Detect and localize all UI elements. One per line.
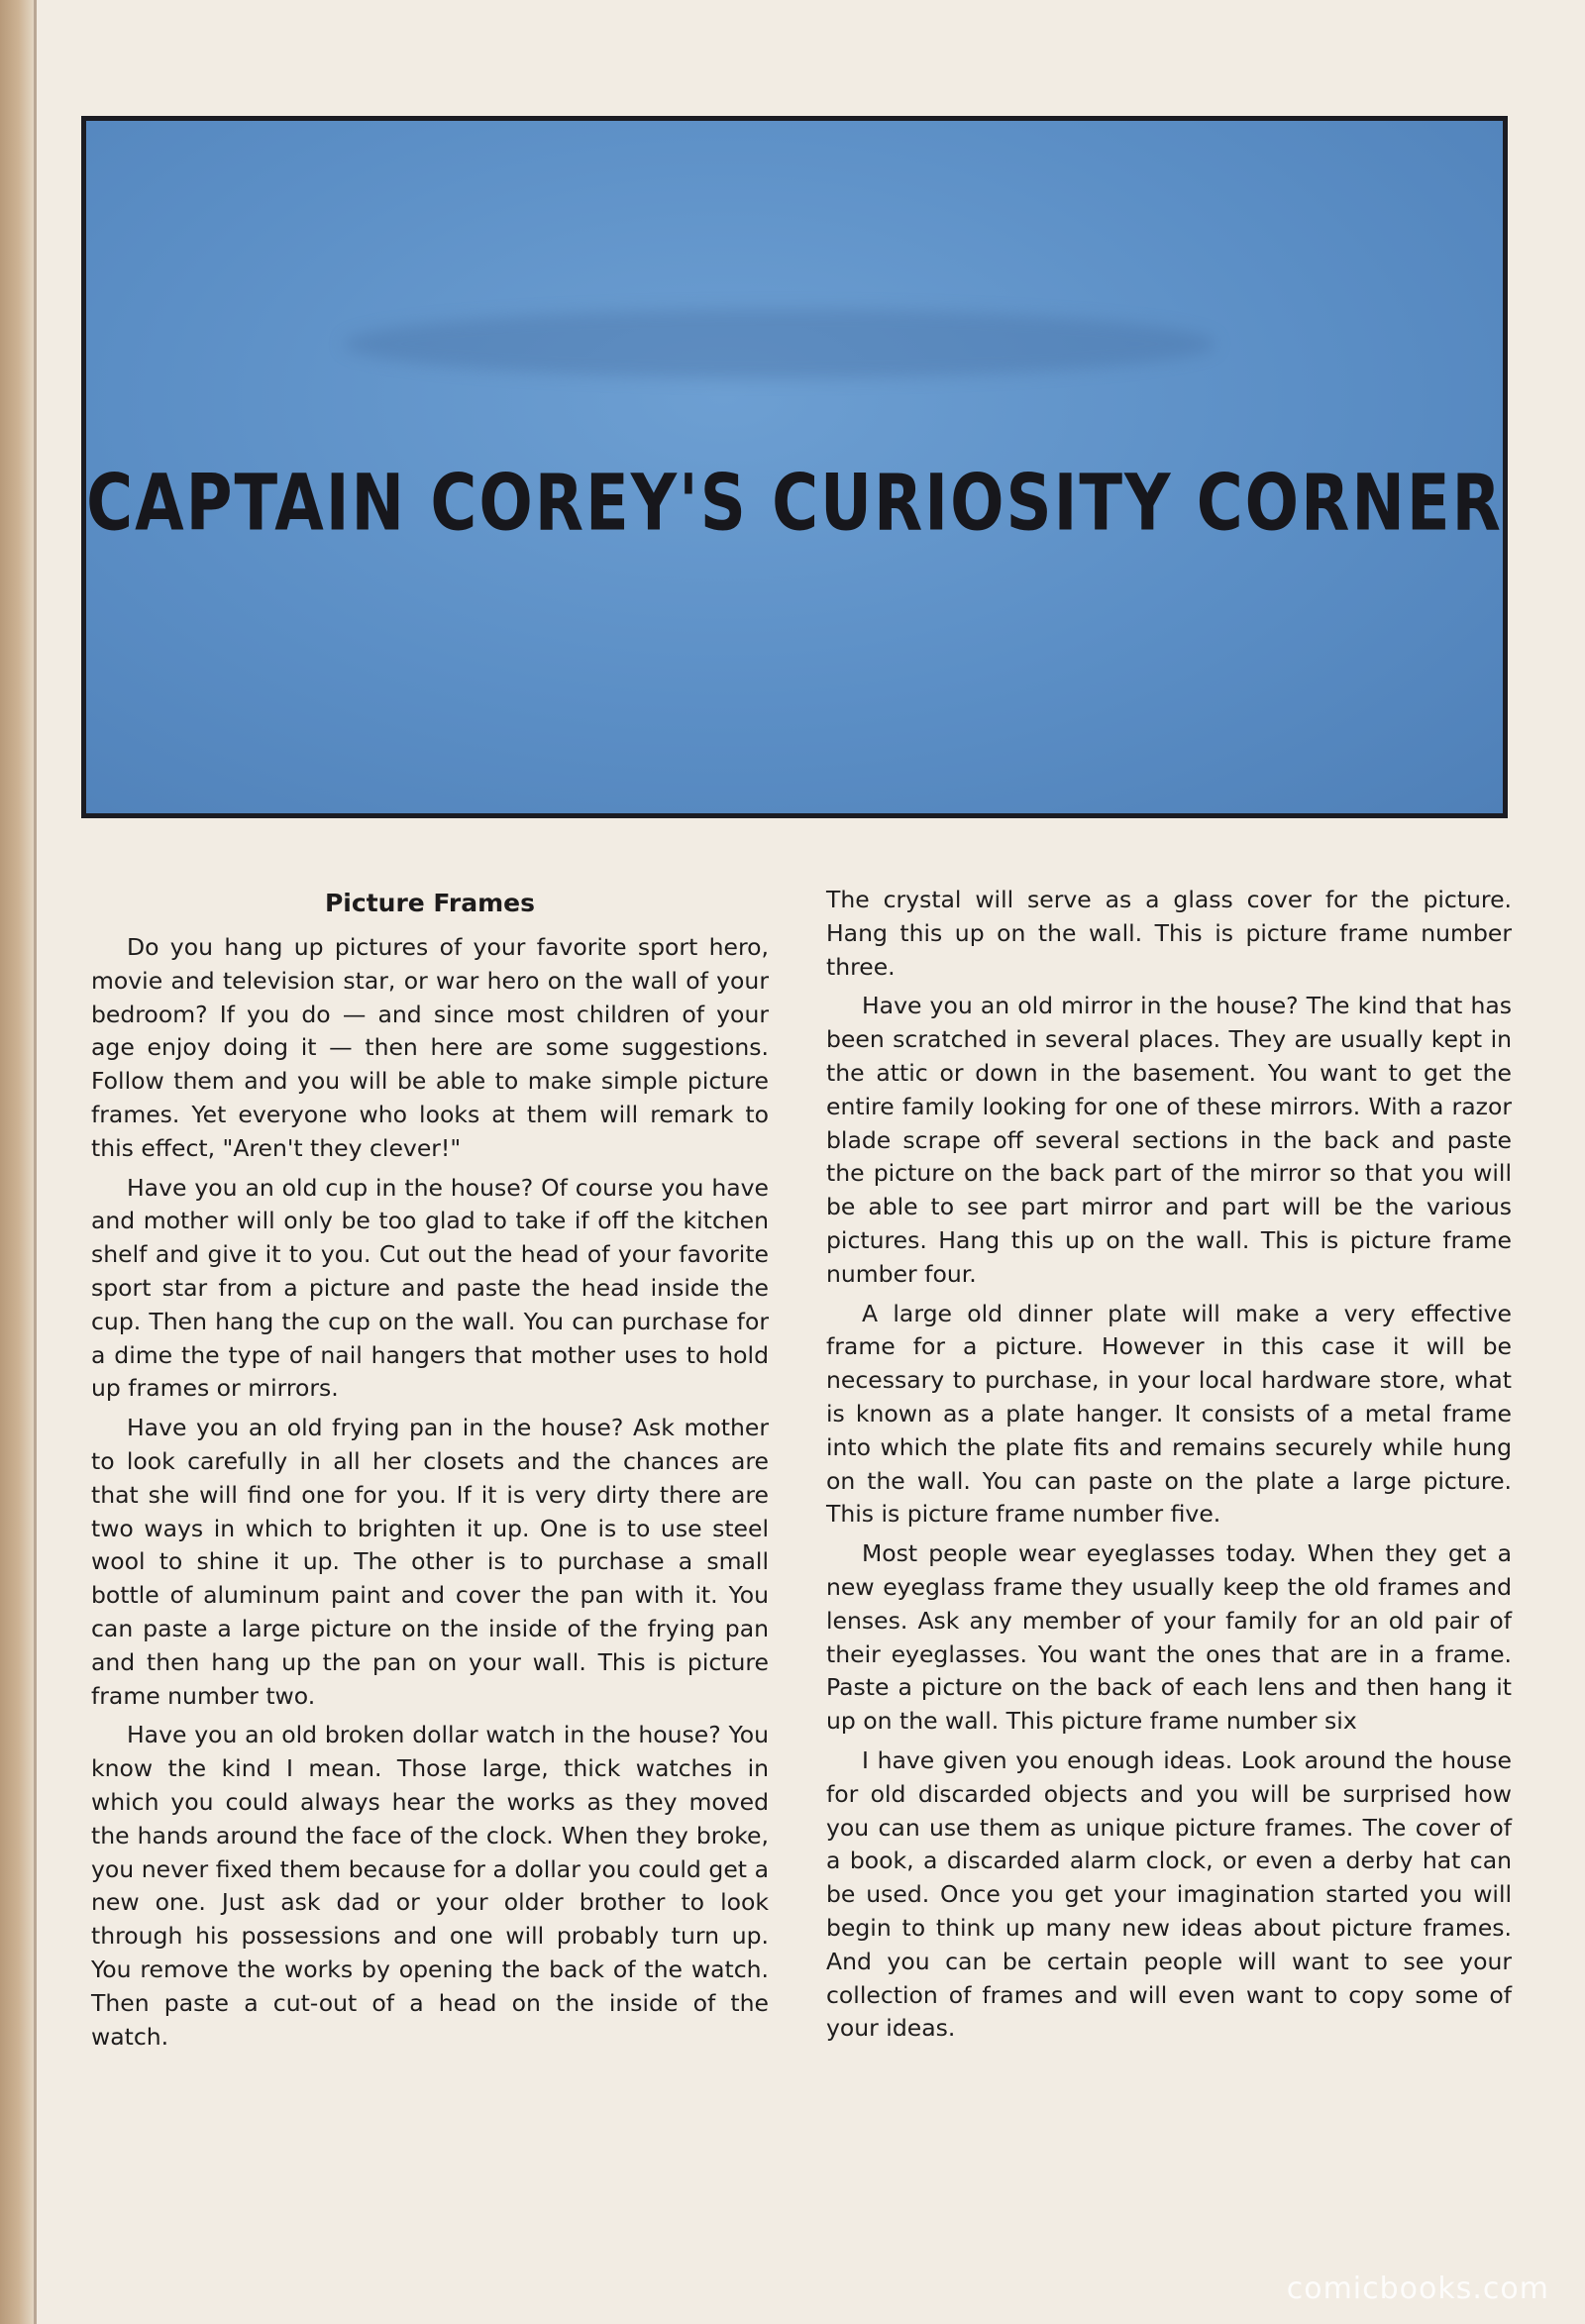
article-paragraph: A large old dinner plate will make a very effective frame for a picture. However in this case it will be necessary to purchase, in your local hardware store, what is known as a plate hanger. It consists of a metal frame into which the plate fits and remains securely while hung on the wall. You can paste on the plate a large picture. This is picture frame number five. bbox=[826, 1299, 1512, 1529]
article-right-column bbox=[826, 884, 1512, 2052]
banner-title: CAPTAIN COREY'S CURIOSITY CORNER bbox=[86, 459, 1503, 550]
article-paragraph: Have you an old broken dollar watch in the house? You know the kind I mean. Those large, thick watches in which you could always hear the works as they moved the hands around the face of the clock. When they broke, you never fixed them because for a dollar you could get a new one. Just ask dad or your older brother to look through his possessions and one will probably turn up. You remove the works by opening the back of the watch. Then paste a cut-out of a head on the inside of the watch. bbox=[91, 1721, 769, 2051]
article-paragraph: Have you an old frying pan in the house? Ask mother to look carefully in all her closets and the chances are that she will find one for you. If it is very dirty there are two ways in which to brighten it up. One is to use steel wool to shine it up. The other is to purchase a small bottle of aluminum paint and cover the pan with it. You can paste a large picture on the inside of the frying pan and then hang up the pan on your wall. This is picture frame number two. bbox=[91, 1414, 769, 1710]
article-paragraph-continuation: The crystal will serve as a glass cover for the picture. Hang this up on the wall. This is picture frame number three. bbox=[826, 886, 1512, 981]
page-spine-shadow bbox=[0, 0, 34, 2324]
title-banner bbox=[81, 116, 1508, 818]
article-paragraph: Have you an old mirror in the house? The kind that has been scratched in several places. They are usually kept in the attic or down in the basement. You want to get the entire family looking for one of these mirrors. With a razor blade scrape off several sections in the back and paste the picture on the back part of the mirror so that you will be able to see part mirror and part will be the various pictures. Hang this up on the wall. This is picture frame number four. bbox=[826, 992, 1512, 1288]
article-heading: Picture Frames bbox=[324, 889, 535, 917]
banner-brush-streak bbox=[344, 309, 1215, 378]
page-spine-edge bbox=[34, 0, 37, 2324]
site-watermark: comicbooks.com bbox=[1286, 2271, 1549, 2306]
article-paragraph: Have you an old cup in the house? Of course you have and mother will only be too glad to take if off the kitchen shelf and give it to you. Cut out the head of your favorite sport star from a picture and paste the head inside the cup. Then hang the cup on the wall. You can purchase for a dime the type of nail hangers that mother uses to hold up frames or mirrors. bbox=[91, 1173, 769, 1403]
article-paragraph: I have given you enough ideas. Look around the house for old discarded objects and you will be surprised how you can use them as unique picture frames. The cover of a book, a discarded alarm clock, or even a derby hat can be used. Once you get your imagination started you will begin to think up many new ideas about picture frames. And you can be certain people will want to see your collection of frames and will even want to copy some of your ideas. bbox=[826, 1745, 1512, 2043]
article-left-column bbox=[91, 884, 769, 2060]
article-paragraph: Do you hang up pictures of your favorite sport hero, movie and television star, or war hero on the wall of your bedroom? If you do — and since most children of your age enjoy doing it — then here are some suggestions. Follow them and you will be able to make simple picture frames. Yet everyone who looks at them will remark to this effect, "Aren't they clever!" bbox=[91, 933, 769, 1162]
article-paragraph: Most people wear eyeglasses today. When they get a new eyeglass frame they usually keep the old frames and lenses. Ask any member of your family for an old pair of their eyeglasses. You want the ones that are in a frame. Paste a picture on the back of each lens and then hang it up on the wall. This picture frame number six bbox=[826, 1539, 1512, 1736]
